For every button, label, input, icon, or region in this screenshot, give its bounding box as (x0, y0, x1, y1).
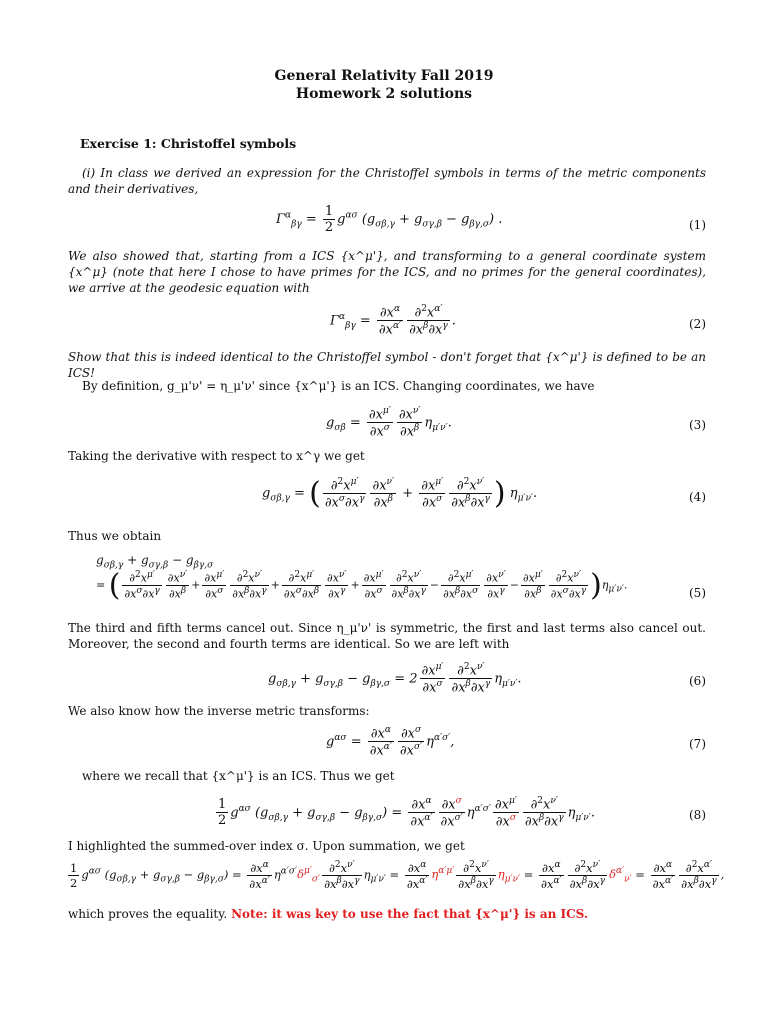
equation-5-line-2: = ( $\frac{\partial^2x^{\mu'}}{\partial x^\sigma\partial x^\gamma}$ $\frac{\partial x^{\nu'}}{\partial x^\beta}$ + $\frac{\partial x^{\mu'}}{\partial x^\sigma}$ $\frac{\partial^2x^{\nu'}}{\partial x^\beta\partial x^\gamma}$ + $\frac{\partial^2x^{\mu'}}{\partial x^\sigma\partial x^\beta}$ $\frac{\partial x^{\nu'}}{\partial x^\gamma}$ + $\frac{\partial x^{\mu'}}{\partial x^\sigma}$ $\frac{\partial^2x^{\nu'}}{\partial x^\beta\partial x^\gamma}$ − $\frac{\partial^2x^{\mu'}}{\partial x^\beta\partial x^\sigma}$ $\frac{\partial x^{\nu'}}{\partial x^\gamma}$ − $\frac{\partial x^{\mu'}}{\partial x^\beta}$ $\frac{\partial^2x^{\nu'}}{\partial x^\sigma\partial x^\gamma}$ )$\eta_{\mu'\nu'}$. (96, 568, 628, 603)
geodesic-paragraph: We also showed that, starting from a ICS {x^μ'}, and transforming to a general coordinate system {x^μ} (note that here I chose to have primes for the ICS, and no primes for the general coordinates), we arrive at the geodesic equation with (68, 249, 706, 295)
document-title: General Relativity Fall 2019 (274, 68, 494, 84)
by-definition-paragraph: By definition, g_μ'ν' = η_μ'ν' since {x^μ'} is an ICS. Changing coordinates, we have (82, 379, 595, 393)
equation-number-7: (7) (689, 737, 706, 751)
equation-number-5: (5) (689, 586, 706, 600)
intro-paragraph: (i) In class we derived an expression for the Christoffel symbols in terms of the metric components and their derivatives, (68, 166, 706, 196)
equation-number-4: (4) (689, 490, 706, 504)
conclusion-paragraph (68, 906, 706, 922)
equation-number-2: (2) (689, 317, 706, 331)
document-subtitle: Homework 2 solutions (295, 86, 473, 102)
derivative-paragraph: Taking the derivative with respect to x^γ we get (68, 449, 365, 463)
equation-final: $\frac{1}{2}$ $g^{\alpha\sigma}$ $(g_{\sigma\beta,\gamma} + g_{\sigma\gamma,\beta} - g_{\beta\gamma,\sigma})$ = $\frac{\partial x^\alpha}{\partial x^{\alpha'}}$ $\eta^{\alpha'\sigma'}\delta^{\mu'}_{\sigma'}$ $\frac{\partial^2x^{\nu'}}{\partial x^\beta\partial x^\gamma}$ $\eta_{\mu'\nu'}$ = $\frac{\partial x^\alpha}{\partial x^{\alpha'}}$ $\eta^{\alpha'\mu'}$ $\frac{\partial^2x^{\nu'}}{\partial x^\beta\partial x^\gamma}$ $\eta_{\mu'\nu'}$ = $\frac{\partial x^\alpha}{\partial x^{\alpha'}}$ $\frac{\partial^2x^{\nu'}}{\partial x^\beta\partial x^\gamma}$ $\delta^{\alpha'}_{\nu'}$ = $\frac{\partial x^\alpha}{\partial x^{\alpha'}}$ $\frac{\partial^2x^{\alpha'}}{\partial x^\beta\partial x^\gamma}$ , (70, 860, 725, 891)
show-that-paragraph: Show that this is indeed identical to the Christoffel symbol - don't forget that {x^μ'} is defined to be an ICS! (68, 350, 706, 380)
equation-number-1: (1) (689, 218, 706, 232)
proves-text: which proves the equality. (68, 907, 228, 921)
recall-paragraph: where we recall that {x^μ'} is an ICS. Thus we get (82, 769, 395, 783)
equation-5-line-1: $g_{\sigma\beta,\gamma} + g_{\sigma\gamma,\beta} - g_{\beta\gamma,\sigma}$ (96, 553, 214, 571)
equation-number-3: (3) (689, 418, 706, 432)
equation-number-6: (6) (689, 674, 706, 688)
equation-8: $\frac{1}{2}$ $g^{\alpha\sigma}$ $(g_{\sigma\beta,\gamma} + g_{\sigma\gamma,\beta} - g_{\beta\gamma,\sigma})$ = $\frac{\partial x^\alpha}{\partial x^{\alpha'}}$ $\frac{\partial x^\sigma}{\partial x^{\sigma'}}$ $\eta^{\alpha'\sigma'}$ $\frac{\partial x^{\mu'}}{\partial x^\sigma}$ $\frac{\partial^2x^{\nu'}}{\partial x^\beta\partial x^\gamma}$ $\eta_{\mu'\nu'}$. (218, 796, 595, 830)
equation-number-8: (8) (689, 808, 706, 822)
note-text: Note: it was key to use the fact that {x^μ'} is an ICS. (231, 907, 589, 921)
thus-obtain-paragraph: Thus we obtain (68, 529, 162, 543)
equation-2: $\Gamma^\alpha_{\beta\gamma}$ = $\frac{\partial x^\alpha}{\partial x^{\alpha'}}$ $\frac{\partial^2x^{\alpha'}}{\partial x^\beta\partial x^\gamma}$ . (330, 304, 456, 338)
cancel-paragraph: The third and fifth terms cancel out. Since η_μ'ν' is symmetric, the first and last terms also cancel out. Moreover, the second and fourth terms are identical. So we are left with (68, 621, 706, 651)
exercise-heading: Exercise 1: Christoffel symbols (80, 136, 297, 151)
equation-4: $g_{\sigma\beta,\gamma}$ = ( $\frac{\partial^2x^{\mu'}}{\partial x^\sigma\partial x^\gamma}$ $\frac{\partial x^{\nu'}}{\partial x^\beta}$ + $\frac{\partial x^{\mu'}}{\partial x^\sigma}$ $\frac{\partial^2x^{\nu'}}{\partial x^\beta\partial x^\gamma}$ ) $\eta_{\mu'\nu'}$. (262, 476, 538, 511)
inverse-metric-paragraph: We also know how the inverse metric transforms: (68, 704, 370, 718)
equation-1: $\Gamma^\alpha_{\beta\gamma}$ = $\frac{1}{2}$ $g^{\alpha\sigma}$ $(g_{\sigma\beta,\gamma} + g_{\sigma\gamma,\beta} - g_{\beta\gamma,\sigma})$ . (276, 204, 503, 235)
equation-7: $g^{\alpha\sigma}$ = $\frac{\partial x^\alpha}{\partial x^{\alpha'}}$ $\frac{\partial x^\sigma}{\partial x^{\sigma'}}$ $\eta^{\alpha'\sigma'}$, (326, 725, 455, 759)
equation-3: $g_{\sigma\beta}$ = $\frac{\partial x^{\mu'}}{\partial x^\sigma}$ $\frac{\partial x^{\nu'}}{\partial x^\beta}$ $\eta_{\mu'\nu'}$. (326, 406, 452, 440)
highlight-paragraph: I highlighted the summed-over index σ. Upon summation, we get (68, 839, 465, 853)
equation-6: $g_{\sigma\beta,\gamma} + g_{\sigma\gamma,\beta} - g_{\beta\gamma,\sigma} = 2$ $\frac{\partial x^{\mu'}}{\partial x^\sigma}$ $\frac{\partial^2x^{\nu'}}{\partial x^\beta\partial x^\gamma}$ $\eta_{\mu'\nu'}$. (268, 662, 522, 696)
